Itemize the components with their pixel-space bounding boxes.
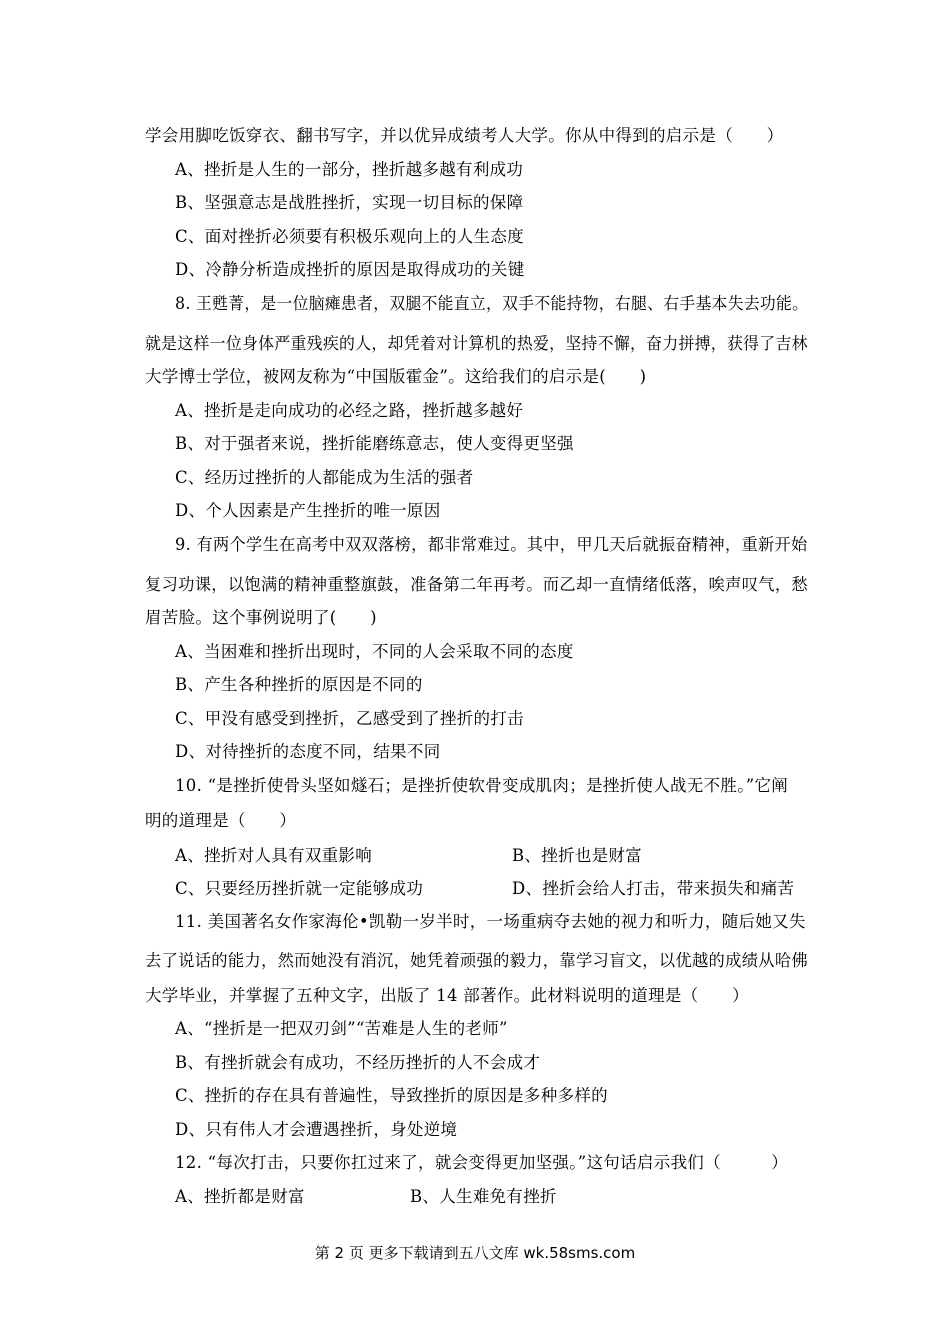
q7-stem-tail: 学会用脚吃饭穿衣、翻书写字，并以优异成绩考人大学。你从中得到的启示是（ ） [145,126,784,145]
q9-option-a: A、当困难和挫折出现时，不同的人会采取不同的态度 [175,642,574,661]
q8-option-a: A、挫折是走向成功的必经之路，挫折越多越好 [175,401,524,420]
q8-option-d: D、个人因素是产生挫折的唯一原因 [175,501,441,520]
q12-option-b: B、人生难免有挫折 [410,1187,557,1206]
q7-option-a: A、挫折是人生的一部分，挫折越多越有利成功 [175,160,524,179]
q11-option-c: C、挫折的存在具有普遍性，导致挫折的原因是多种多样的 [175,1086,608,1105]
q10-stem-line2: 明的道理是（ ） [145,811,297,830]
q7-option-b: B、坚强意志是战胜挫折，实现一切目标的保障 [175,193,524,212]
q12-option-a: A、挫折都是财富 [175,1187,305,1206]
q9-option-b: B、产生各种挫折的原因是不同的 [175,675,423,694]
q11-stem-line3: 大学毕业，并掌握了五种文字，出版了 14 部著作。此材料说明的道理是（ ） [145,986,749,1005]
q9-stem-line3: 眉苦脸。这个事例说明了( ) [145,608,377,627]
page-footer: 第 2 页 更多下载请到五八文库 wk.58sms.com [314,1244,636,1262]
q8-option-b: B、对于强者来说，挫折能磨练意志，使人变得更坚强 [175,434,574,453]
q9-stem-line2: 复习功课，以饱满的精神重整旗鼓，准备第二年再考。而乙却一直情绪低落，唉声叹气，愁 [145,575,808,594]
q8-stem-line3: 大学博士学位，被网友称为“中国版霍金”。这给我们的启示是( ) [145,367,647,386]
q10-option-c: C、只要经历挫折就一定能够成功 [175,879,424,898]
q9-option-c: C、甲没有感受到挫折，乙感受到了挫折的打击 [175,709,524,728]
q10-option-a: A、挫折对人具有双重影响 [175,846,373,865]
q11-stem-line1: 11. 美国著名女作家海伦•凯勒一岁半时，一场重病夺去她的视力和听力，随后她又失 [175,912,806,931]
q7-option-d: D、冷静分析造成挫折的原因是取得成功的关键 [175,260,525,279]
q11-stem-line2: 去了说话的能力，然而她没有消沉，她凭着顽强的毅力，靠学习盲文，以优越的成绩从哈佛 [145,951,808,970]
q8-stem-line1: 8. 王甦菁，是一位脑瘫患者，双腿不能直立，双手不能持物，右腿、右手基本失去功能。 [175,294,809,313]
q8-stem-line2: 就是这样一位身体严重残疾的人，却凭着对计算机的热爱，坚持不懈，奋力拼搏，获得了吉林 [145,334,808,353]
q10-option-d: D、挫折会给人打击，带来损失和痛苦 [512,879,795,898]
q11-option-a: A、“挫折是一把双刃剑”“苦难是人生的老师” [175,1019,508,1038]
q10-option-b: B、挫折也是财富 [512,846,643,865]
q9-option-d: D、对待挫折的态度不同，结果不同 [175,742,441,761]
q11-option-b: B、有挫折就会有成功，不经历挫折的人不会成才 [175,1053,541,1072]
q9-stem-line1: 9. 有两个学生在高考中双双落榜，都非常难过。其中，甲几天后就振奋精神，重新开始 [175,535,808,554]
q10-stem-line1: 10. “是挫折使骨头坚如燧石；是挫折使软骨变成肌肉；是挫折使人战无不胜。”它阐 [175,776,789,795]
q7-option-c: C、面对挫折必须要有积极乐观向上的人生态度 [175,227,524,246]
q11-option-d: D、只有伟人才会遭遇挫折，身处逆境 [175,1120,458,1139]
q8-option-c: C、经历过挫折的人都能成为生活的强者 [175,468,474,487]
q12-stem-line1: 12. “每次打击，只要你扛过来了，就会变得更加坚强。”这句话启示我们（ ） [175,1153,789,1172]
